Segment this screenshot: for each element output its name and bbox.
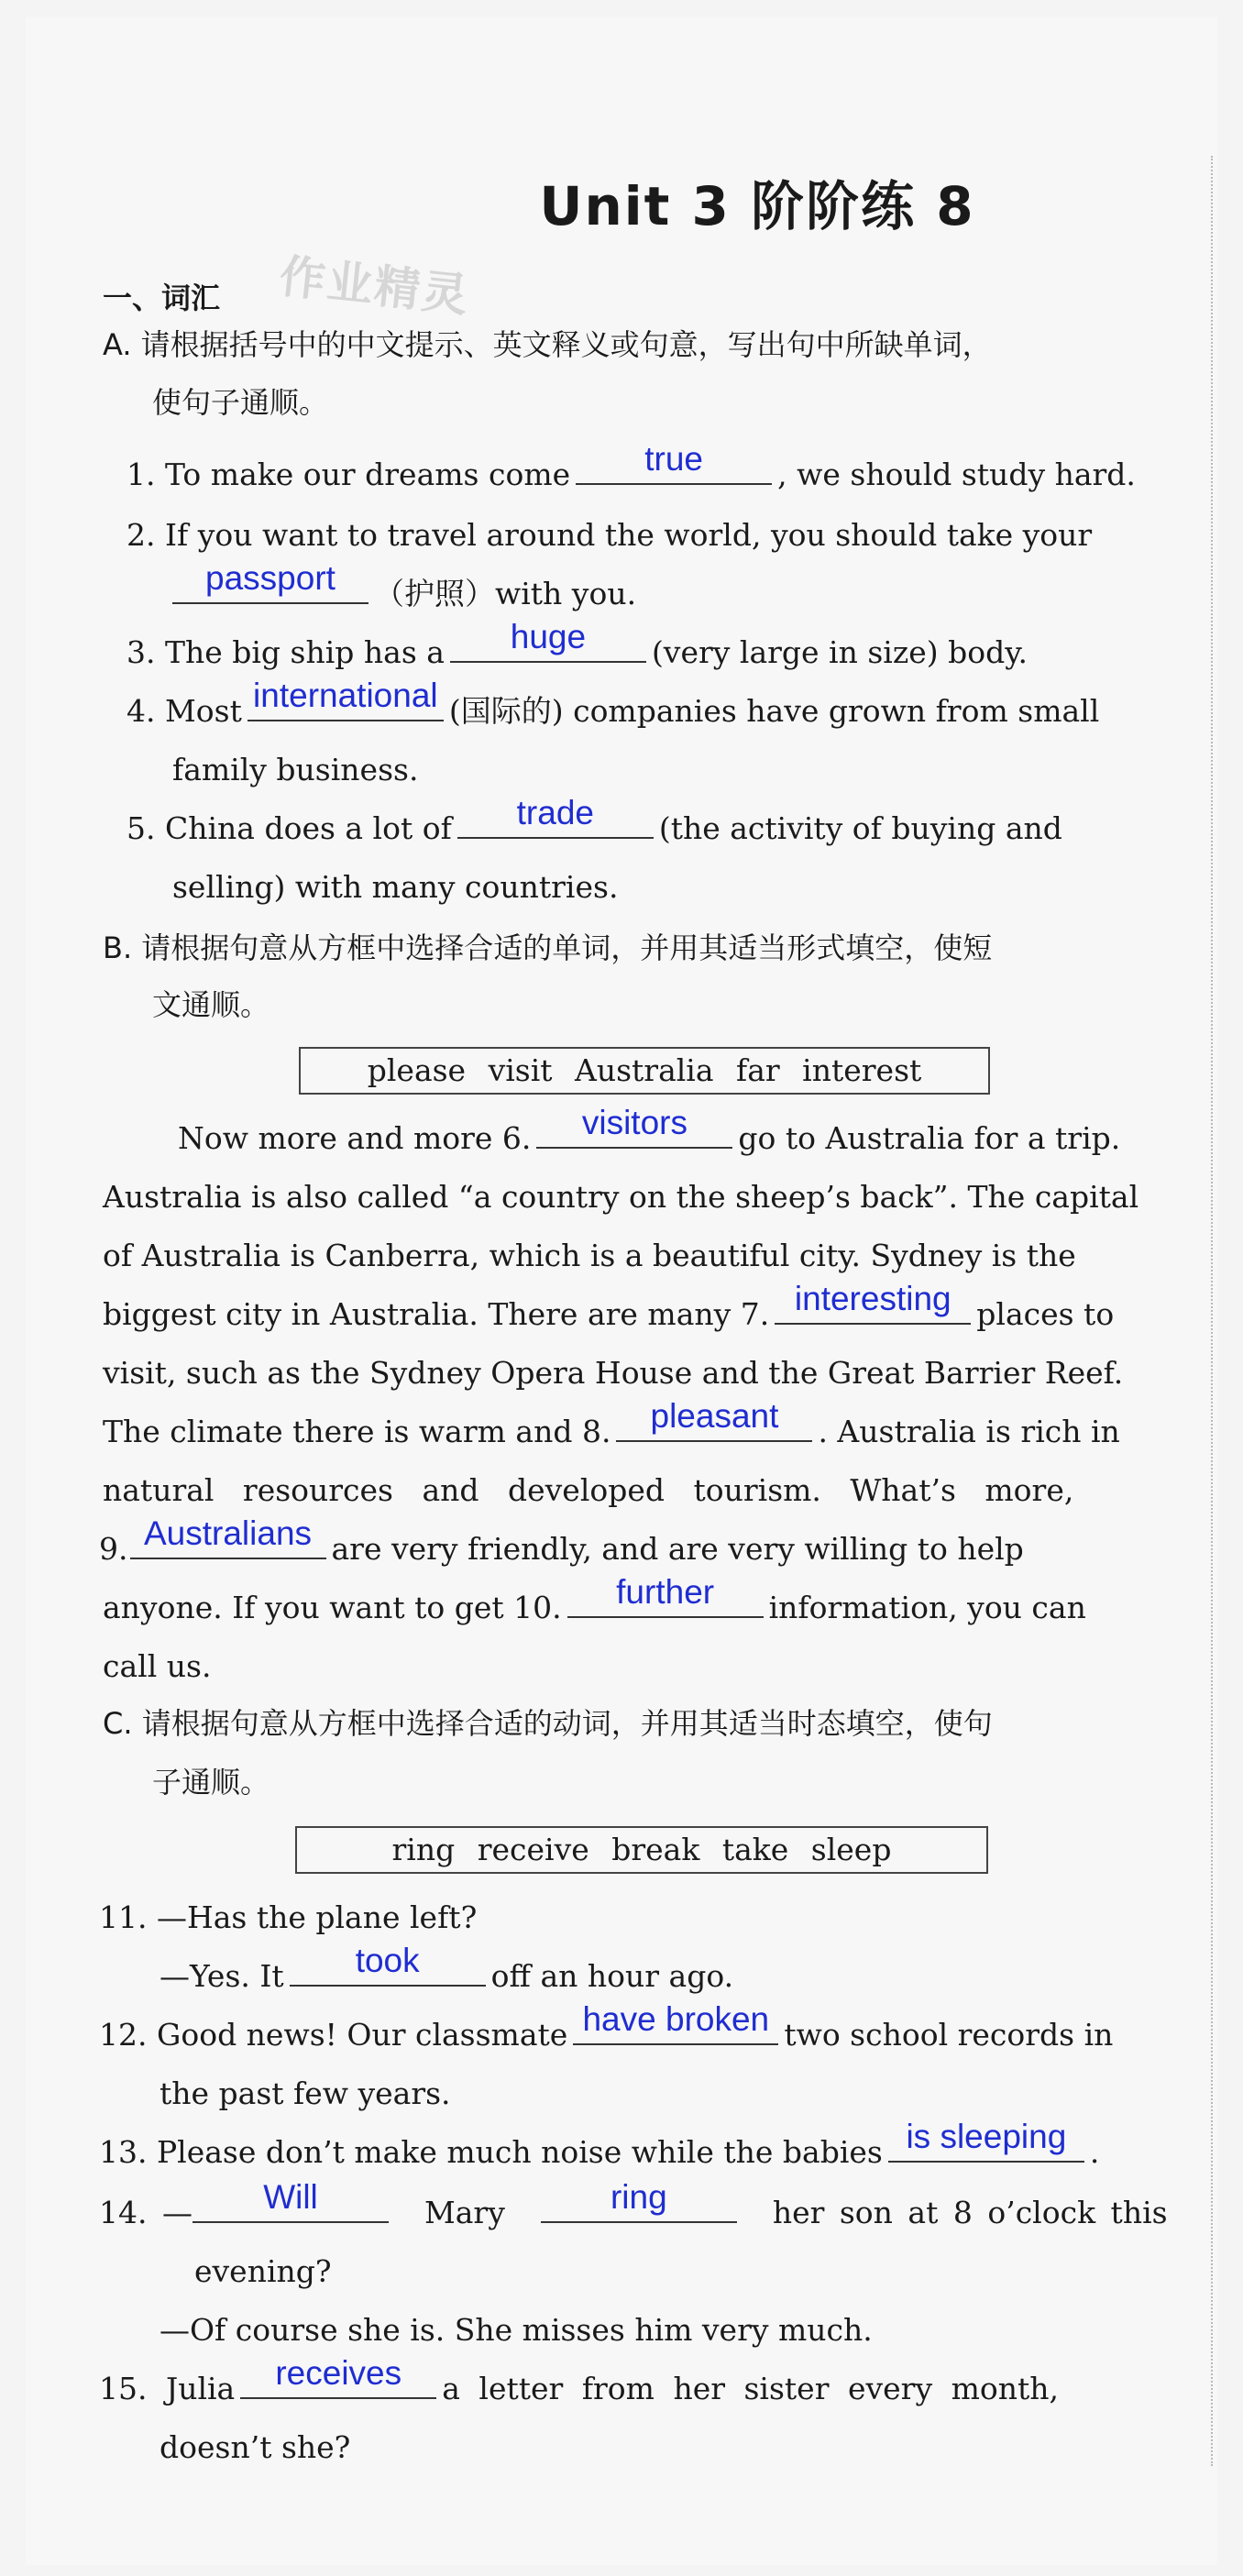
passage-text: biggest city in Australia. There are many 7. — [103, 1296, 770, 1332]
question-11-cont — [160, 1942, 734, 1998]
answer-blank-5[interactable] — [457, 794, 654, 839]
q15-text: 15. Julia — [99, 2371, 236, 2406]
question-2 — [126, 513, 1092, 557]
answer-blank-14b[interactable] — [541, 2178, 737, 2223]
passage-text: anyone. If you want to get 10. — [103, 1590, 562, 1625]
question-14-reply: —Of course she is. She misses him very much. — [160, 2312, 873, 2348]
passage-line-3: of Australia is Canberra, which is a beautiful city. Sydney is the — [103, 1238, 1076, 1273]
answer-10: further — [616, 1573, 715, 1611]
passage-line-5: visit, such as the Sydney Opera House and the Great Barrier Reef. — [103, 1355, 1124, 1391]
q12-text-post: two school records in — [784, 2017, 1114, 2053]
answer-blank-11[interactable] — [290, 1942, 486, 1987]
partA-instruction: A. 请根据括号中的中文提示、英文释义或句意，写出句中所缺单词， — [103, 327, 992, 362]
passage-line-10: call us. — [103, 1648, 212, 1684]
answer-3: huge — [510, 618, 587, 655]
q4-text: 4. Most — [126, 693, 242, 729]
q3-text-post: (very large in size) body. — [651, 634, 1028, 670]
q14-text: 14. — — [99, 2195, 192, 2230]
q11-text: —Yes. It — [160, 1958, 284, 1994]
section-heading: 一、词汇 — [103, 281, 221, 315]
passage-text: Now more and more 6. — [178, 1120, 532, 1156]
q14-text-post: her son at 8 o’clock this — [772, 2195, 1168, 2230]
answer-14b: ring — [610, 2178, 667, 2216]
passage-line-6 — [103, 1397, 1120, 1454]
answer-blank-14a[interactable] — [192, 2178, 389, 2223]
question-3 — [126, 618, 1028, 675]
answer-blank-2[interactable] — [172, 559, 368, 604]
q14-text-mid: Mary — [424, 2195, 505, 2230]
question-15-cont: doesn’t she? — [160, 2429, 351, 2465]
answer-blank-12[interactable] — [573, 2000, 778, 2045]
answer-blank-9[interactable] — [130, 1514, 326, 1559]
answer-blank-4[interactable] — [248, 677, 444, 721]
answer-6: visitors — [581, 1104, 688, 1141]
q5-text-post: (the activity of buying and — [658, 810, 1062, 846]
passage-line-1 — [178, 1104, 1121, 1161]
answer-15: receives — [275, 2354, 402, 2392]
watermark: 作业精灵 — [277, 249, 473, 323]
answer-5: trade — [516, 794, 594, 831]
answer-blank-10[interactable] — [567, 1573, 764, 1618]
question-5-cont: selling) with many countries. — [172, 869, 619, 905]
question-5 — [126, 794, 1062, 851]
answer-9: Australians — [143, 1514, 313, 1552]
passage-line-7: natural resources and developed tourism. What’s more, — [103, 1472, 1074, 1508]
question-1 — [126, 440, 1136, 497]
passage-text: are very friendly, and are very willing to help — [331, 1531, 1024, 1567]
passage-text: places to — [976, 1296, 1115, 1332]
q2-text: 2. If you want to travel around the world, you should take your — [126, 517, 1093, 553]
question-12-cont: the past few years. — [160, 2075, 451, 2111]
passage-line-4 — [103, 1280, 1115, 1337]
partC-instruction-cont: 子通顺。 — [152, 1765, 270, 1800]
answer-13: is sleeping — [906, 2118, 1067, 2155]
margin-dotted-line — [1211, 156, 1213, 2466]
q11-text-post: off an hour ago. — [490, 1958, 734, 1994]
answer-1: true — [644, 440, 704, 478]
answer-11: took — [355, 1942, 420, 1979]
answer-14a: Will — [263, 2178, 318, 2216]
partB-instruction: B. 请根据句意从方框中选择合适的单词，并用其适当形式填空，使短 — [103, 930, 993, 965]
question-11: 11. —Has the plane left? — [99, 1899, 478, 1935]
question-12 — [99, 2000, 1114, 2057]
answer-4: international — [253, 677, 438, 714]
answer-blank-8[interactable] — [616, 1397, 812, 1442]
q5-text: 5. China does a lot of — [126, 810, 452, 846]
passage-text: . Australia is rich in — [818, 1414, 1120, 1449]
q1-text: 1. To make our dreams come — [126, 457, 571, 492]
q3-text: 3. The big ship has a — [126, 634, 445, 670]
answer-blank-7[interactable] — [775, 1280, 971, 1325]
word-box-B: please visit Australia far interest — [299, 1047, 990, 1095]
passage-text: information, you can — [768, 1590, 1086, 1625]
partC-instruction: C. 请根据句意从方框中选择合适的动词，并用其适当时态填空，使句 — [103, 1706, 993, 1741]
partA-instruction-cont: 使句子通顺。 — [152, 385, 329, 420]
answer-blank-3[interactable] — [450, 618, 646, 663]
question-14-cont: evening? — [194, 2253, 332, 2289]
answer-8: pleasant — [650, 1397, 779, 1435]
passage-text: 9. — [99, 1531, 128, 1567]
q1-text-post: , we should study hard. — [777, 457, 1136, 492]
partB-instruction-cont: 文通顺。 — [152, 987, 270, 1022]
q13-text: 13. Please don’t make much noise while the babies — [99, 2134, 883, 2170]
passage-line-2: Australia is also called “a country on the sheep’s back”. The capital — [103, 1179, 1139, 1215]
answer-blank-15[interactable] — [240, 2354, 436, 2399]
answer-12: have broken — [582, 2000, 770, 2038]
passage-line-8 — [99, 1514, 1024, 1571]
passage-line-9 — [103, 1573, 1086, 1630]
passage-text: The climate there is warm and 8. — [103, 1414, 611, 1449]
passage-text: go to Australia for a trip. — [738, 1120, 1121, 1156]
q13-text-post: . — [1089, 2134, 1100, 2170]
answer-7: interesting — [794, 1280, 952, 1317]
answer-blank-13[interactable] — [888, 2118, 1084, 2163]
word-box-C: ring receive break take sleep — [295, 1826, 988, 1874]
q2-text-post: （护照）with you. — [374, 576, 637, 611]
question-4-cont: family business. — [172, 752, 419, 787]
q12-text: 12. Good news! Our classmate — [99, 2017, 568, 2053]
question-14 — [99, 2178, 1168, 2235]
answer-2: passport — [205, 559, 336, 597]
question-13 — [99, 2118, 1100, 2174]
answer-blank-1[interactable] — [576, 440, 772, 485]
q4-text-post: (国际的) companies have grown from small — [448, 693, 1100, 729]
question-2-cont — [172, 559, 637, 616]
answer-blank-6[interactable] — [536, 1104, 732, 1149]
q15-text-post: a letter from her sister every month, — [442, 2371, 1060, 2406]
question-4 — [126, 677, 1100, 733]
question-15 — [99, 2354, 1060, 2411]
page-title: Unit 3 阶阶练 8 — [539, 175, 975, 237]
